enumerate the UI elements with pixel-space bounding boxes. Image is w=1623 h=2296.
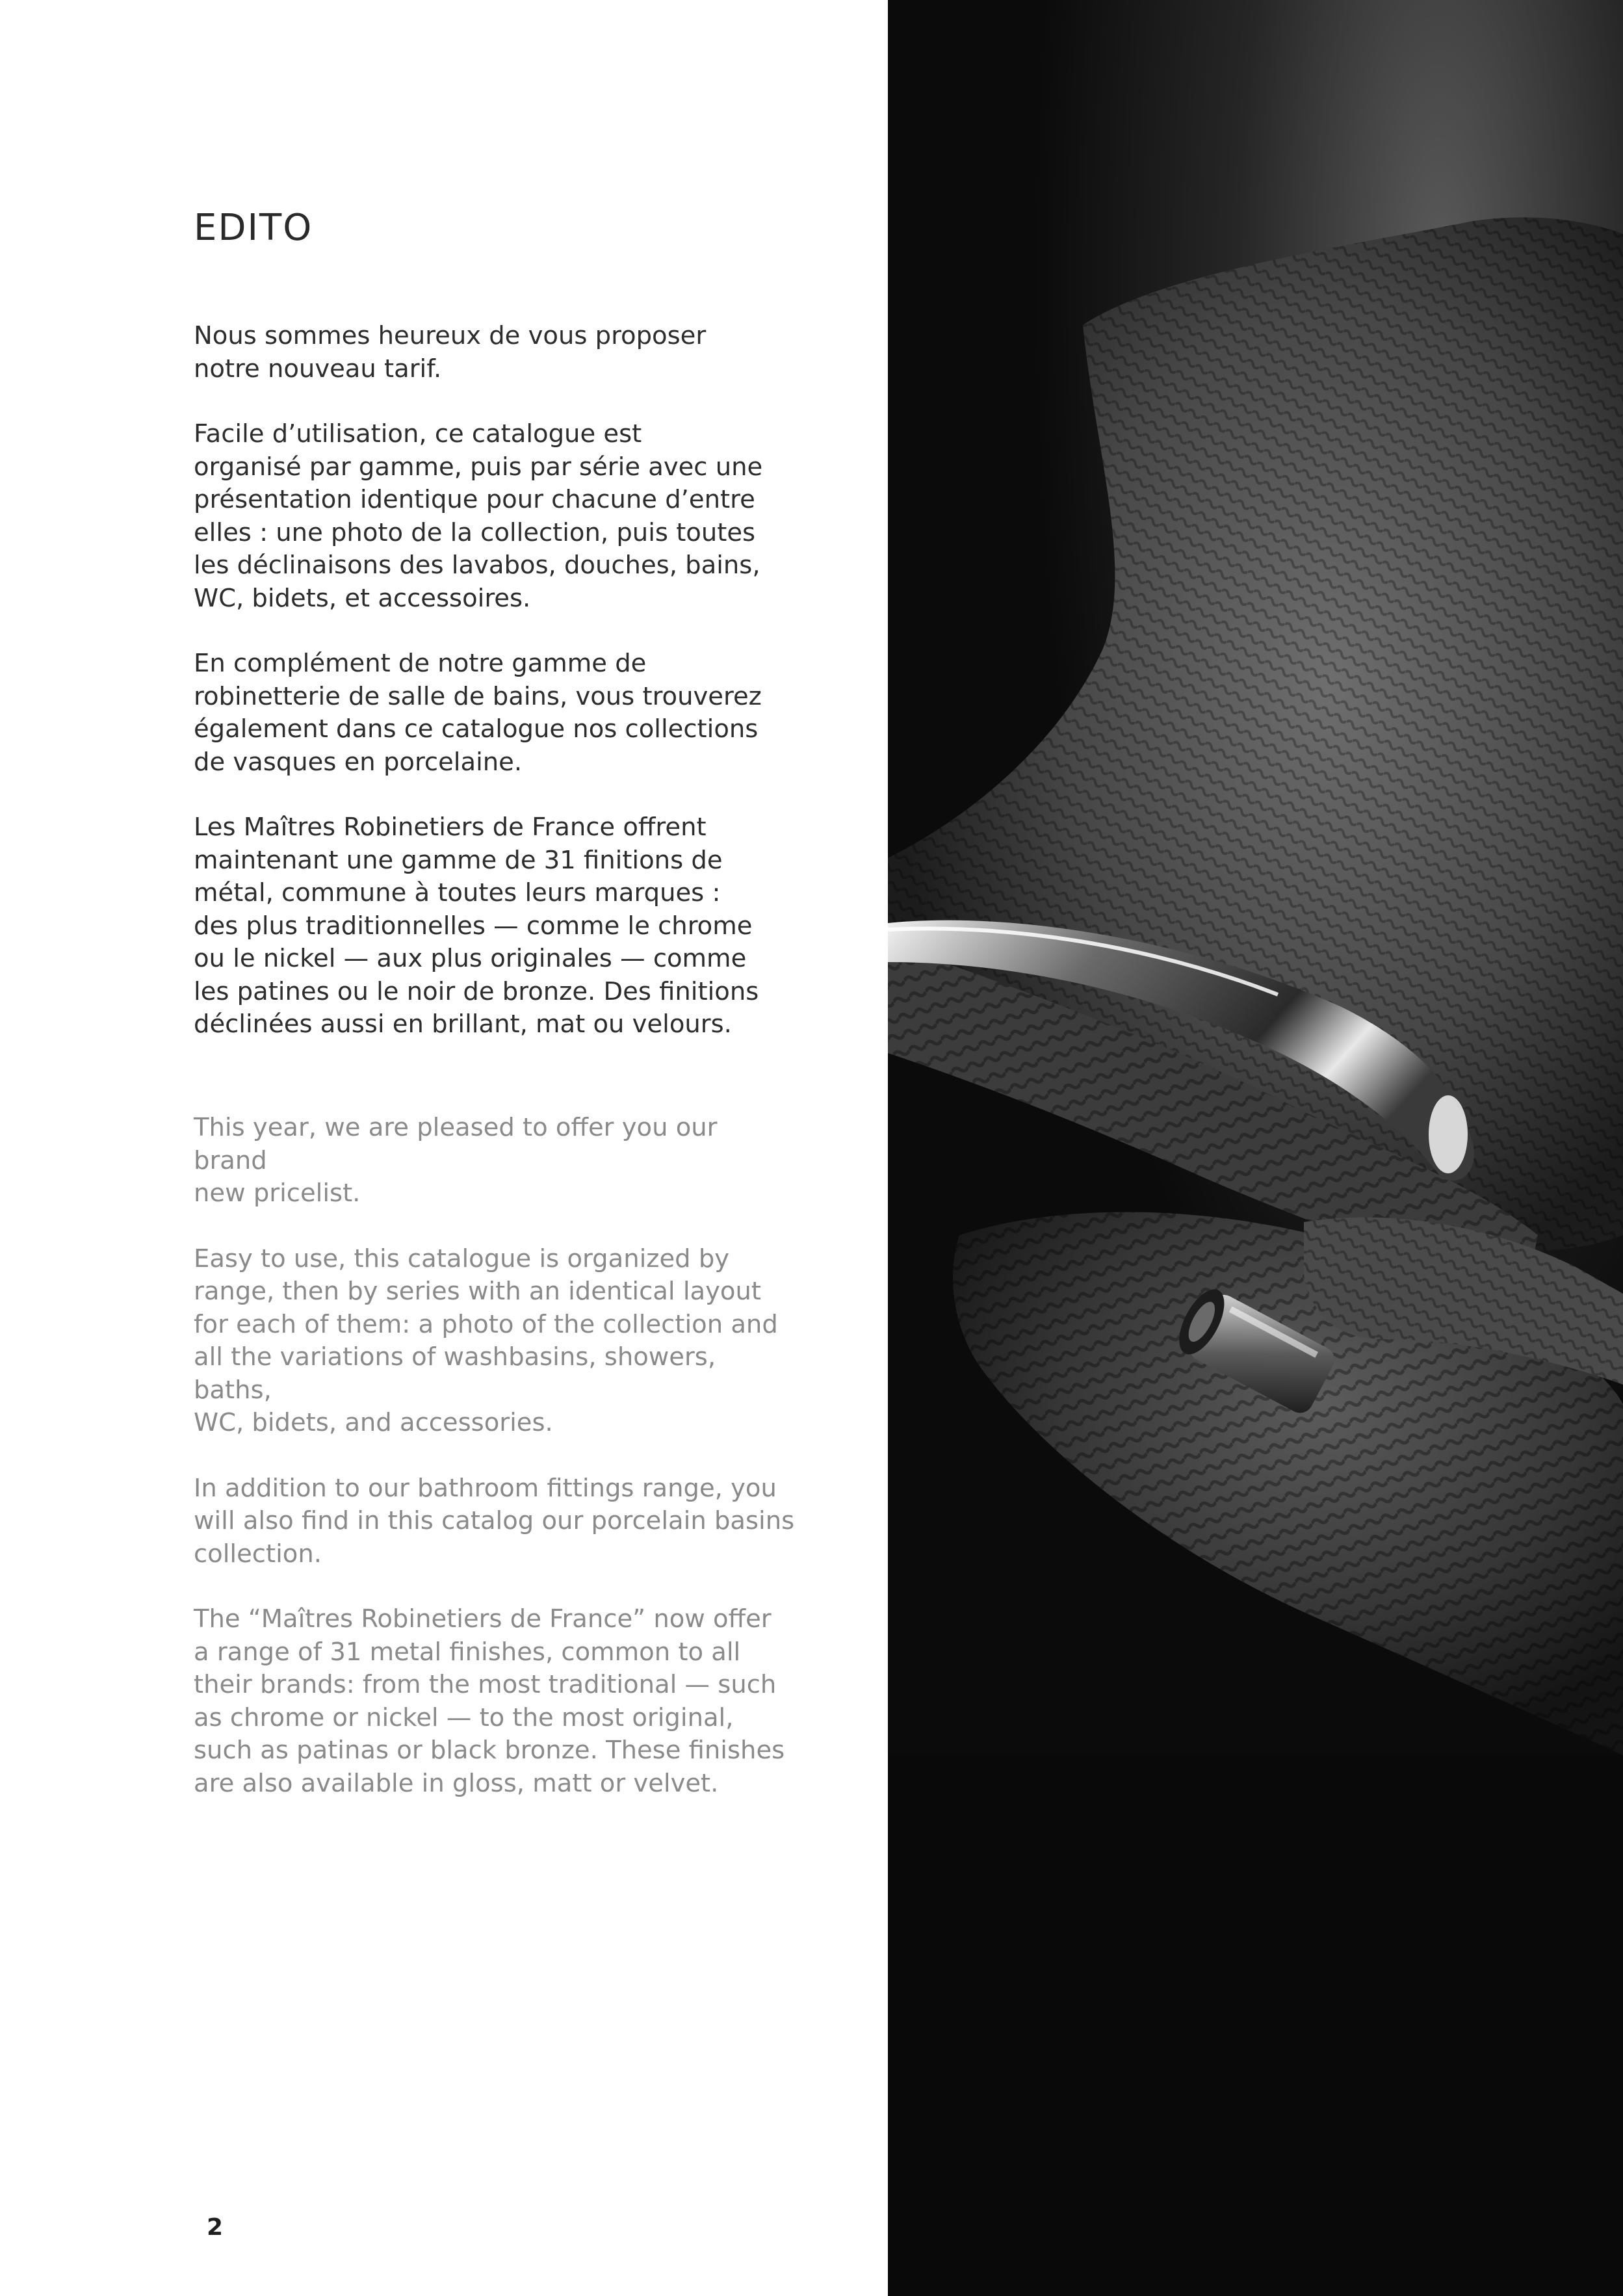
french-paragraph-3: En complément de notre gamme de robinetterie de salle de bains, vous trouverez également dans ce catalogue nos collections de vasques en porcelaine. xyxy=(194,649,762,777)
english-paragraph-2: Easy to use, this catalogue is organized by range, then by series with an identical layout for each of them: a photo of the collection and all the variations of washbasins, showers, baths, WC, bidets, and accessories. xyxy=(194,1244,778,1437)
page-number: 2 xyxy=(207,2214,224,2241)
photo-illustration xyxy=(888,0,1623,2296)
french-paragraph-2: Facile d’utilisation, ce catalogue est organisé par gamme, puis par série avec une présentation identique pour chacune d’entre elles : une photo de la collection, puis toutes les déclinaisons des lavabos, douches, bains, WC, bidets, et accessoires. xyxy=(194,419,763,613)
french-text-block xyxy=(194,320,798,1074)
gloved-hands-holding-faucet-photo xyxy=(888,0,1623,2296)
english-paragraph-1: This year, we are pleased to offer you our brand new pricelist. xyxy=(194,1113,718,1208)
french-paragraph-1: Nous sommes heureux de vous proposer notre nouveau tarif. xyxy=(194,321,707,384)
english-paragraph-3: In addition to our bathroom fittings range, you will also find in this catalog our porcelain basins collection. xyxy=(194,1473,795,1569)
page-title: EDITO xyxy=(194,207,313,249)
english-paragraph-4: The “Maîtres Robinetiers de France” now offer a range of 31 metal finishes, common to all their brands: from the most traditional — such as chrome or nickel — to the most original, such as patinas or black bronze. These finishes are also available in gloss, matt or velvet. xyxy=(194,1604,785,1798)
english-text-block xyxy=(194,1112,798,1833)
french-paragraph-4: Les Maîtres Robinetiers de France offrent maintenant une gamme de 31 finitions de métal, commune à toutes leurs marques : des plus traditionnelles — comme le chrome ou le nickel — aux plus originales — comme les patines ou le noir de bronze. Des finitions déclinées aussi en brillant, mat ou velours. xyxy=(194,813,759,1039)
